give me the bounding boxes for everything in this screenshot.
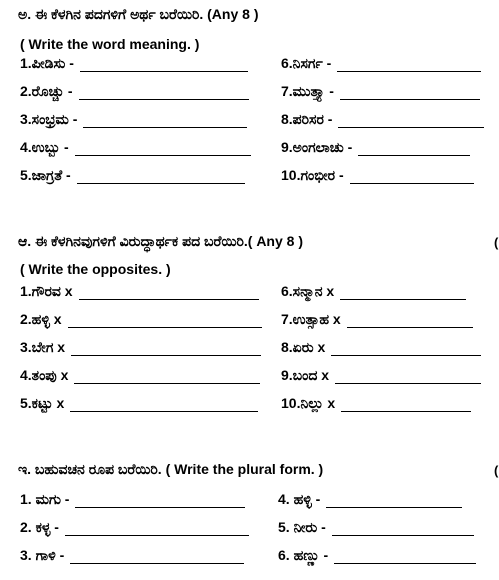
answer-line	[340, 285, 466, 300]
item-label: 1. ಮಗು -	[20, 491, 70, 507]
section-a-item-3	[20, 108, 247, 128]
section-a-item-9	[281, 136, 470, 156]
section-c-item-2	[20, 516, 249, 536]
answer-line	[326, 493, 462, 508]
section-a-item-7	[281, 80, 480, 100]
item-label: 7.ಮುತ್ತ್ಯಾ -	[281, 83, 334, 99]
section-a-heading: ಅ. ಈ ಕೆಳಗಿನ ಪದಗಳಿಗೆ ಅರ್ಥ ಬರೆಯಿರಿ. (Any 8 )	[18, 6, 259, 22]
section-c-item-5	[278, 516, 474, 536]
section-c-item-3	[20, 544, 244, 564]
item-label: 6. ಹಣ್ಣು -	[278, 547, 329, 563]
section-a-item-4	[20, 136, 251, 156]
section-a-instruction: ( Write the word meaning. )	[20, 36, 200, 52]
item-label: 5.ಕಟ್ಟು x	[20, 395, 65, 411]
item-label: 8.ಪರಿಸರ -	[281, 111, 333, 127]
item-label: 10.ನಿಲ್ಲು x	[281, 395, 336, 411]
item-label: 1.ಪೀಡಿಸು -	[20, 55, 74, 71]
answer-line	[70, 549, 244, 564]
answer-line	[74, 369, 260, 384]
answer-line	[65, 521, 249, 536]
answer-line	[77, 169, 245, 184]
item-label: 2.ರೊಚ್ಚು -	[20, 83, 73, 99]
item-label: 8.ಏರು x	[281, 339, 326, 355]
section-c-item-4	[278, 488, 462, 508]
item-label: 5. ನೀರು -	[278, 519, 326, 535]
section-c-heading: ಇ. ಬಹುವಚನ ರೂಪ ಬರೆಯಿರಿ. ( Write the plural form. )	[18, 461, 324, 477]
answer-line	[332, 521, 474, 536]
section-b-item-7	[281, 308, 473, 328]
section-b-item-1	[20, 280, 259, 300]
item-label: 7.ಉತ್ಸಾಹ x	[281, 311, 341, 327]
section-c-item-6	[278, 544, 476, 564]
item-label: 4.ಉಬ್ಬು -	[20, 139, 69, 155]
answer-line	[358, 141, 470, 156]
answer-line	[347, 313, 473, 328]
item-label: 4. ಹಳ್ಳಿ -	[278, 491, 321, 507]
answer-line	[79, 285, 259, 300]
section-c-item-1	[20, 488, 245, 508]
answer-line	[75, 141, 251, 156]
section-a-item-5	[20, 164, 245, 184]
answer-line	[335, 369, 481, 384]
section-a-item-1	[20, 52, 248, 72]
answer-line	[350, 169, 474, 184]
section-a-item-6	[281, 52, 481, 72]
section-b-item-4	[20, 364, 260, 384]
answer-line	[338, 113, 484, 128]
item-label: 3.ಬೇಗ x	[20, 339, 66, 355]
answer-line	[70, 397, 258, 412]
section-b-heading: ಆ. ಈ ಕೆಳಗಿನವುಗಳಿಗೆ ವಿರುದ್ಧಾರ್ಥಕ ಪದ ಬರೆಯಿರಿ.( Any 8 )	[18, 233, 303, 249]
section-b-item-3	[20, 336, 261, 356]
item-label: 9.ಅಂಗಲಾಚು -	[281, 139, 353, 155]
answer-line	[334, 549, 476, 564]
section-b-item-8	[281, 336, 481, 356]
item-label: 6.ನಿಸರ್ಗ -	[281, 55, 332, 71]
answer-line	[71, 341, 261, 356]
section-a-item-2	[20, 80, 249, 100]
item-label: 9.ಬಂದ x	[281, 367, 330, 383]
item-label: 3. ಗಾಳಿ -	[20, 547, 65, 563]
item-label: 1.ಗೌರವ x	[20, 283, 73, 299]
edge-mark: (	[494, 235, 499, 250]
section-b-item-6	[281, 280, 466, 300]
item-label: 2. ಕಳ್ಳ -	[20, 519, 59, 535]
answer-line	[341, 397, 471, 412]
item-label: 6.ಸನ್ಮಾನ x	[281, 283, 335, 299]
section-b-item-5	[20, 392, 258, 412]
section-b-item-10	[281, 392, 471, 412]
answer-line	[340, 85, 480, 100]
answer-line	[75, 493, 245, 508]
item-label: 5.ಜಾಗ್ರತೆ -	[20, 167, 71, 183]
item-label: 10.ಗಂಭೀರ -	[281, 167, 344, 183]
section-a-item-10	[281, 164, 474, 184]
section-a-item-8	[281, 108, 484, 128]
answer-line	[337, 57, 481, 72]
item-label: 4.ತಂಪು x	[20, 367, 69, 383]
answer-line	[83, 113, 247, 128]
item-label: 3.ಸಂಭ್ರಮ -	[20, 111, 78, 127]
answer-line	[80, 57, 248, 72]
item-label: 2.ಹಳ್ಳಿ x	[20, 311, 62, 327]
section-b-instruction: ( Write the opposites. )	[20, 261, 171, 277]
section-b-item-2	[20, 308, 262, 328]
answer-line	[79, 85, 249, 100]
edge-mark: (	[494, 463, 499, 478]
answer-line	[68, 313, 262, 328]
section-b-item-9	[281, 364, 481, 384]
answer-line	[331, 341, 481, 356]
